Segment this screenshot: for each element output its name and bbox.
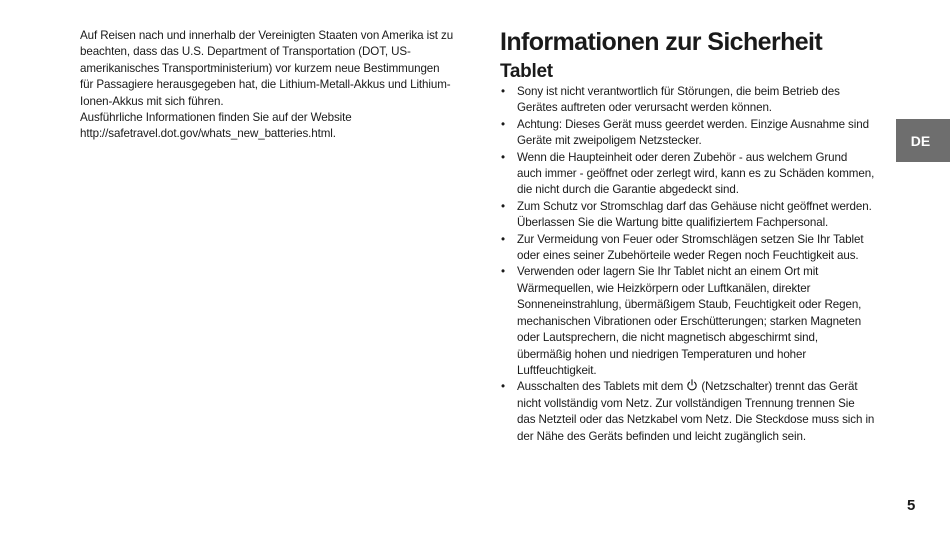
- right-column: [500, 26, 875, 445]
- bullet-item: • Wenn die Haupteinheit oder deren Zubehör - aus welchem Grund auch immer - geöffnet oder zerlegt wird, kann es zu Schäden kommen, die nicht durch die Garantie abgedeckt sind.: [500, 150, 875, 199]
- language-tab-label: DE: [910, 132, 931, 149]
- page-number: 5: [907, 497, 916, 514]
- bullet-item: • Zur Vermeidung von Feuer oder Stromschlägen setzen Sie Ihr Tablet oder eines seiner Zubehörteile weder Regen noch Feuchtigkeit aus.: [500, 232, 875, 265]
- power-text-after: (Netzschalter) trennt das Gerät nicht vollständig vom Netz. Zur vollständigen Trennung trennen Sie das Netzteil oder das Netzkabel vom Netz. Die Steckdose muss sich in der Nähe des Geräts befinden und leicht zugänglich sein.: [517, 380, 875, 443]
- bullet-item: • Zum Schutz vor Stromschlag darf das Gehäuse nicht geöffnet werden. Überlassen Sie die Wartung bitte qualifiziertem Fachpersonal.: [500, 199, 875, 232]
- bullet-item: • Sony ist nicht verantwortlich für Störungen, die beim Betrieb des Gerätes auftreten oder verursacht werden können.: [500, 84, 875, 117]
- travel-notice-paragraph: Auf Reisen nach und innerhalb der Vereinigten Staaten von Amerika ist zu beachten, dass das U.S. Department of Transportation (DOT, US-amerikanisches Transportministerium) vor kurzem neue Bestimmungen für Passagiere herausgegeben hat, die Lithium-Metall-Akkus und Lithium-Ionen-Akkus mit sich führen.: [80, 29, 454, 108]
- safety-bullet-list: [500, 84, 875, 445]
- page-title: Informationen zur Sicherheit: [500, 28, 823, 56]
- power-text-before: Ausschalten des Tablets mit dem: [517, 380, 684, 394]
- power-icon: [686, 379, 698, 391]
- left-column: [80, 28, 455, 143]
- section-title: Tablet: [500, 61, 553, 82]
- bullet-item: • Verwenden oder lagern Sie Ihr Tablet nicht an einem Ort mit Wärmequellen, wie Heizkörpern oder Luftkanälen, direkter Sonneneinstrahlung, übermäßigem Staub, Feuchtigkeit oder Regen, mechanischen Vibrationen oder Erschütterungen; starken Magneten oder Lautsprechern, die nicht magnetisch abgeschirmt sind, übermäßig hohen und niedrigen Temperaturen und hoher Luftfeuchtigkeit.: [500, 264, 875, 379]
- dot-website-url: http://safetravel.dot.gov/whats_new_batteries.html.: [80, 127, 336, 141]
- language-tab: [896, 119, 950, 162]
- info-line: Ausführliche Informationen finden Sie auf der Website: [80, 111, 352, 125]
- bullet-item: • Achtung: Dieses Gerät muss geerdet werden. Einzige Ausnahme sind Geräte mit zweipoligem Netzstecker.: [500, 117, 875, 150]
- bullet-item-power: [500, 379, 875, 445]
